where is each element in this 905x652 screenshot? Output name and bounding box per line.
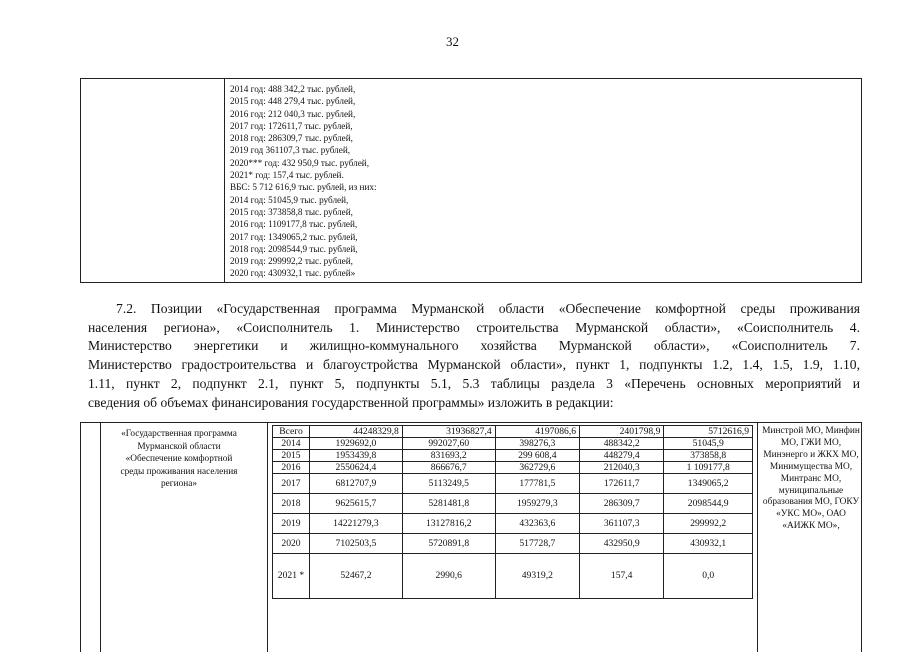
table-row (273, 450, 753, 462)
financing-line: 2014 год: 51045,9 тыс. рублей, (230, 194, 349, 205)
local-budget-cell: 157,4 (580, 554, 664, 599)
paragraph-line: 1.11, пункт 2, подпункт 2.1, пункт 5, подпункты 5.1, 5.3 таблицы раздела 3 «Перечень основных мероприятий и (88, 375, 860, 391)
year-cell: 2015 (273, 450, 310, 462)
total-cell: 1929692,0 (310, 438, 403, 450)
program-name: «Государственная программа Мурманской области «Обеспечение комфортной среды проживания населения региона» (120, 429, 238, 490)
table-row (273, 534, 753, 554)
total-cell: 52467,2 (310, 554, 403, 599)
federal-budget-cell: 299 608,4 (495, 450, 579, 462)
extrabudgetary-cell: 1349065,2 (664, 474, 753, 494)
local-budget-cell: 2401798,9 (580, 426, 664, 438)
extrabudgetary-cell: 1 109177,8 (664, 462, 753, 474)
total-cell: 1953439,8 (310, 450, 403, 462)
amendment-paragraph (88, 300, 860, 412)
financing-line: 2020*** год: 432 950,9 тыс. рублей, (230, 157, 370, 168)
financing-table-continued (80, 78, 862, 283)
local-budget-cell: 212040,3 (580, 462, 664, 474)
extrabudgetary-cell: 5712616,9 (664, 426, 753, 438)
total-cell: 7102503,5 (310, 534, 403, 554)
year-cell: 2021 * (273, 554, 310, 599)
financing-line: 2017 год: 1349065,2 тыс. рублей, (230, 231, 358, 242)
table-row (273, 462, 753, 474)
extrabudgetary-cell: 0,0 (664, 554, 753, 599)
regional-budget-cell: 866676,7 (402, 462, 495, 474)
financing-line: 2016 год: 212 040,3 тыс. рублей, (230, 108, 356, 119)
federal-budget-cell: 398276,3 (495, 438, 579, 450)
financing-line: 2020 год: 430932,1 тыс. рублей» (230, 268, 356, 279)
regional-budget-cell: 13127816,2 (402, 514, 495, 534)
year-cell: 2014 (273, 438, 310, 450)
financing-line: 2015 год: 373858,8 тыс. рублей, (230, 206, 353, 217)
regional-budget-cell: 5720891,8 (402, 534, 495, 554)
financing-line: ВБС: 5 712 616,9 тыс. рублей, из них: (230, 182, 377, 193)
regional-budget-cell: 5113249,5 (402, 474, 495, 494)
federal-budget-cell: 432363,6 (495, 514, 579, 534)
financing-line: 2014 год: 488 342,2 тыс. рублей, (230, 84, 356, 94)
total-cell: 44248329,8 (310, 426, 403, 438)
page-number: 32 (446, 34, 459, 49)
paragraph-line: 7.2. Позиции «Государственная программа Мурманской области «Обеспечение комфортной среды проживания (116, 301, 860, 316)
financing-line: 2016 год: 1109177,8 тыс. рублей, (230, 219, 358, 230)
federal-budget-cell: 49319,2 (495, 554, 579, 599)
total-cell: 9625615,7 (310, 494, 403, 514)
program-financing-table (80, 422, 862, 652)
financing-line: 2018 год: 286309,7 тыс. рублей, (230, 133, 353, 144)
federal-budget-cell: 517728,7 (495, 534, 579, 554)
federal-budget-cell: 362729,6 (495, 462, 579, 474)
table-row (273, 494, 753, 514)
financing-line: 2015 год: 448 279,4 тыс. рублей, (230, 96, 356, 107)
extrabudgetary-cell: 2098544,9 (664, 494, 753, 514)
table-column-divider (224, 79, 225, 282)
local-budget-cell: 448279,4 (580, 450, 664, 462)
executors-list: Минстрой МО, Минфин МО, ГЖИ МО, Минэнерго и ЖКХ МО, Минимущества МО, Минтранс МО, муниципальные образования МО, ГОКУ «УКС МО», ОАО «АИЖК МО», (762, 426, 860, 532)
extrabudgetary-cell: 430932,1 (664, 534, 753, 554)
local-budget-cell: 432950,9 (580, 534, 664, 554)
regional-budget-cell: 831693,2 (402, 450, 495, 462)
regional-budget-cell: 31936827,4 (402, 426, 495, 438)
financing-line: 2021* год: 157,4 тыс. рублей. (230, 170, 344, 181)
financing-by-year-table (272, 425, 753, 599)
financing-line: 2019 год 361107,3 тыс. рублей, (230, 145, 351, 156)
paragraph-line: Министерство градостроительства и благоустройства Мурманской области», пункт 1, подпункты 1.2, 1.4, 1.5, 1.9, 1.10, (88, 357, 860, 373)
paragraph-line: населения региона», «Соисполнитель 1. Министерство строительства Мурманской области», «Соисполнитель 4. (88, 319, 860, 335)
year-cell: Всего (273, 426, 310, 438)
year-cell: 2016 (273, 462, 310, 474)
financing-lines (230, 83, 377, 280)
extrabudgetary-cell: 299992,2 (664, 514, 753, 534)
year-cell: 2018 (273, 494, 310, 514)
total-cell: 6812707,9 (310, 474, 403, 494)
table-row (273, 426, 753, 438)
table-row (273, 514, 753, 534)
federal-budget-cell: 1959279,3 (495, 494, 579, 514)
extrabudgetary-cell: 373858,8 (664, 450, 753, 462)
local-budget-cell: 286309,7 (580, 494, 664, 514)
table-column-divider (757, 423, 758, 652)
table-column-divider (100, 423, 101, 652)
paragraph-line: сведения об объемах финансирования государственной программы» изложить в редакции: (88, 394, 614, 410)
total-cell: 14221279,3 (310, 514, 403, 534)
federal-budget-cell: 177781,5 (495, 474, 579, 494)
year-cell: 2019 (273, 514, 310, 534)
financing-line: 2019 год: 299992,2 тыс. рублей, (230, 256, 353, 267)
extrabudgetary-cell: 51045,9 (664, 438, 753, 450)
financing-line: 2017 год: 172611,7 тыс. рублей, (230, 120, 353, 131)
local-budget-cell: 361107,3 (580, 514, 664, 534)
federal-budget-cell: 4197086,6 (495, 426, 579, 438)
financing-line: 2018 год: 2098544,9 тыс. рублей, (230, 243, 358, 254)
local-budget-cell: 488342,2 (580, 438, 664, 450)
table-row (273, 554, 753, 599)
regional-budget-cell: 5281481,8 (402, 494, 495, 514)
table-row (273, 438, 753, 450)
year-cell: 2017 (273, 474, 310, 494)
regional-budget-cell: 2990,6 (402, 554, 495, 599)
local-budget-cell: 172611,7 (580, 474, 664, 494)
regional-budget-cell: 992027,60 (402, 438, 495, 450)
table-column-divider (267, 423, 268, 652)
total-cell: 2550624,4 (310, 462, 403, 474)
paragraph-line: Министерство энергетики и жилищно-коммунального хозяйства Мурманской области», «Соисполнитель 7. (88, 338, 860, 354)
table-row (273, 474, 753, 494)
year-cell: 2020 (273, 534, 310, 554)
